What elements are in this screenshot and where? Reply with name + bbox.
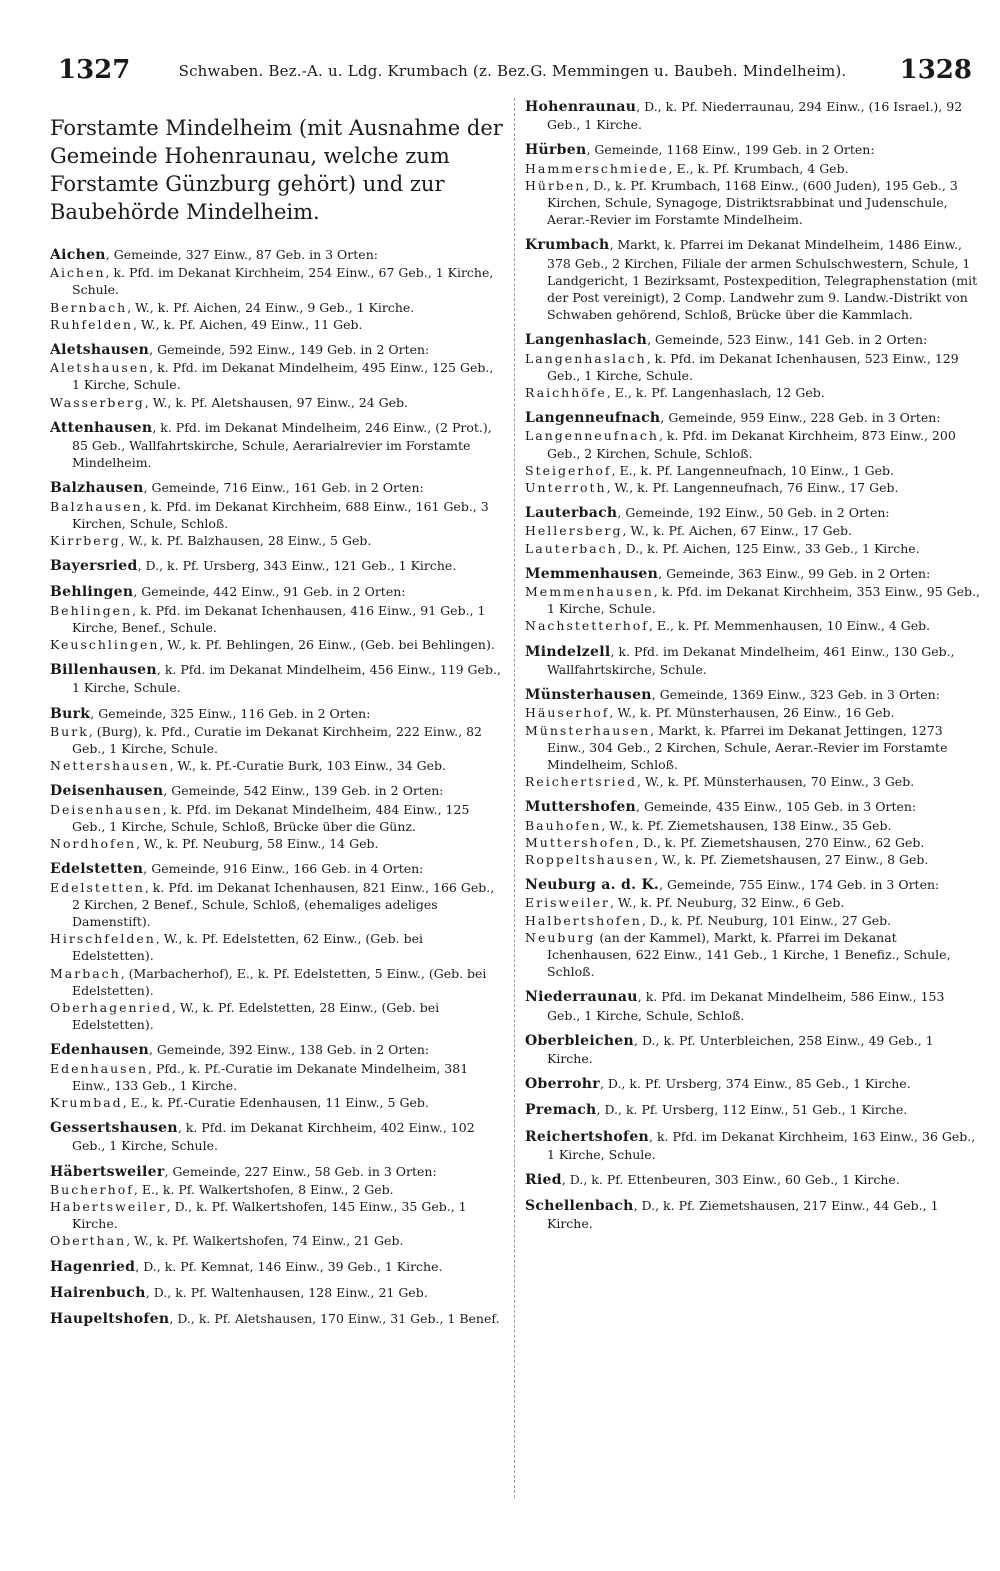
entry-heading-line xyxy=(50,1310,505,1328)
entry-description: , D., k. Pf. Ettenbeuren, 303 Einw., 60 Geb., 1 Kirche. xyxy=(561,1171,900,1187)
sub-entry-line xyxy=(50,1060,505,1094)
gazetteer-entry xyxy=(525,565,980,635)
entry-headword: Bayersried xyxy=(50,558,138,575)
sub-entry-line xyxy=(525,834,980,851)
intro-text: Forstamte Mindelheim (mit Ausnahme der Gemeinde Hohenraunau, welche zum Forstamte Günzburg gehört) und zur Baubehörde Mindelheim. xyxy=(50,116,503,224)
sub-entry-line xyxy=(50,602,505,636)
sub-entry-description: , D., k. Pf. Krumbach, 1168 Einw., (600 Juden), 195 Geb., 3 Kirchen, Schule, Synagoge, Distriktsrabbinat und Judenschule, Aerar.-Revier im Forstamte Mindelheim. xyxy=(547,177,958,228)
sub-entry-description: , E., k. Pf. Langenhaslach, 12 Geb. xyxy=(606,385,825,401)
entry-headword: Balzhausen xyxy=(50,480,144,497)
entry-description: , k. Pfd. im Dekanat Mindelheim, 586 Einw., 153 Geb., 1 Kirche, Schule, Schloß. xyxy=(547,989,945,1023)
sub-entry-name: Roppeltshausen xyxy=(525,851,655,867)
gazetteer-entry xyxy=(50,1041,505,1111)
entry-heading-line xyxy=(525,686,980,704)
sub-entry-name: Memmenhausen xyxy=(525,584,654,600)
sub-entry-description: , k. Pfd. im Dekanat Kirchheim, 873 Einw., 200 Geb., 2 Kirchen, Schule, Schloß. xyxy=(547,428,956,461)
entry-description: , Gemeinde, 325 Einw., 116 Geb. in 2 Orten: xyxy=(90,705,371,721)
entry-heading-line xyxy=(50,557,505,575)
right-column xyxy=(525,98,980,1241)
entry-description: , k. Pfd. im Dekanat Mindelheim, 456 Einw., 119 Geb., 1 Kirche, Schule. xyxy=(72,662,501,696)
page-header xyxy=(0,0,1000,90)
sub-entry-line xyxy=(50,636,505,653)
sub-entry-line xyxy=(50,835,505,852)
sub-entry-name: Langenhaslach xyxy=(525,350,647,366)
entry-heading-line xyxy=(50,1041,505,1059)
sub-entry-line xyxy=(525,704,980,721)
entry-headword: Billenhausen xyxy=(50,662,157,679)
gazetteer-entry xyxy=(50,860,505,1033)
sub-entry-name: Münsterhausen xyxy=(525,722,651,738)
entry-headword: Münsterhausen xyxy=(525,687,652,704)
left-entry-list xyxy=(50,246,505,1328)
entry-description: , k. Pfd. im Dekanat Kirchheim, 163 Einw., 36 Geb., 1 Kirche, Schule. xyxy=(547,1128,976,1162)
sub-entry-line xyxy=(525,479,980,496)
entry-heading-line xyxy=(50,583,505,601)
sub-entry-line xyxy=(525,912,980,929)
gazetteer-entry xyxy=(50,1258,505,1276)
entry-description: , Gemeinde, 1369 Einw., 323 Geb. in 3 Orten: xyxy=(651,687,940,703)
entry-heading-line xyxy=(50,341,505,359)
gazetteer-entry xyxy=(50,1119,505,1154)
entry-heading-line xyxy=(525,331,980,349)
sub-entry-line xyxy=(50,359,505,393)
sub-entry-line xyxy=(525,522,980,539)
entry-headword: Edenhausen xyxy=(50,1042,149,1059)
sub-entry-description: , D., k. Pf. Walkertshofen, 145 Einw., 35 Geb., 1 Kirche. xyxy=(72,1198,467,1232)
entry-heading-line xyxy=(525,1171,980,1189)
gazetteer-entry xyxy=(525,1032,980,1067)
sub-entry-name: Nettershausen xyxy=(50,758,170,774)
sub-entry-name: Edenhausen xyxy=(50,1060,148,1076)
entry-headword: Burk xyxy=(50,705,91,722)
sub-entry-name: Bernbach xyxy=(50,299,128,315)
gazetteer-entry xyxy=(50,782,505,852)
entry-headword: Memmenhausen xyxy=(525,565,659,582)
sub-entry-name: Edelstetten xyxy=(50,879,145,895)
sub-entry-line xyxy=(50,801,505,835)
entry-headword: Ried xyxy=(525,1171,562,1188)
sub-entry-line xyxy=(525,350,980,384)
sub-entry-description: , W., k. Pf. Aichen, 24 Einw., 9 Geb., 1 Kirche. xyxy=(127,299,415,315)
entry-headword: Niederraunau xyxy=(525,989,638,1006)
sub-entry-description: , E., k. Pf. Walkertshofen, 8 Einw., 2 Geb. xyxy=(133,1181,394,1197)
entry-description: , Gemeinde, 959 Einw., 228 Geb. in 3 Orten: xyxy=(660,410,941,426)
sub-entry-line xyxy=(50,757,505,774)
entry-heading-line xyxy=(50,419,505,472)
entry-description: , Gemeinde, 1168 Einw., 199 Geb. in 2 Orten: xyxy=(586,142,875,158)
gazetteer-entry xyxy=(525,643,980,678)
entry-description: , D., k. Pf. Waltenhausen, 128 Einw., 21 Geb. xyxy=(145,1284,428,1300)
entry-description: , Gemeinde, 716 Einw., 161 Geb. in 2 Orten: xyxy=(143,480,424,496)
running-title: Schwaben. Bez.-A. u. Ldg. Krumbach (z. Bez.G. Memmingen u. Baubeh. Mindelheim). xyxy=(178,62,847,80)
gazetteer-entry xyxy=(50,341,505,411)
entry-headword: Oberrohr xyxy=(525,1076,600,1093)
gazetteer-entry xyxy=(525,876,980,980)
entry-description: , Gemeinde, 392 Einw., 138 Geb. in 2 Orten: xyxy=(148,1042,430,1058)
sub-entry-description: , Markt, k. Pfarrei im Dekanat Jettingen, 1273 Einw., 304 Geb., 2 Kirchen, Schule, Aerar.-Revier im Forstamte Mindelheim, Schloß. xyxy=(547,722,948,772)
sub-entry-line xyxy=(50,999,505,1033)
sub-entry-line xyxy=(50,1232,505,1249)
entry-heading-line xyxy=(525,1075,980,1093)
sub-entry-line xyxy=(50,498,505,532)
entry-headword: Reichertshofen xyxy=(525,1128,650,1145)
gazetteer-entry xyxy=(525,236,980,323)
gazetteer-entry xyxy=(50,1284,505,1302)
sub-entry-name: Oberhagenried xyxy=(50,999,172,1015)
sub-entry-name: Hammerschmiede xyxy=(525,160,669,176)
column-divider xyxy=(514,98,515,1498)
entry-heading-line xyxy=(525,504,980,522)
sub-entry-description: , W., k. Pf. Neuburg, 32 Einw., 6 Geb. xyxy=(609,895,845,911)
sub-entry-name: Nachstetterhof xyxy=(525,618,649,634)
sub-entry-name: Steigerhof xyxy=(525,462,612,478)
sub-entry-name: Ruhfelden xyxy=(50,316,133,332)
entry-description: , Gemeinde, 523 Einw., 141 Geb. in 2 Orten: xyxy=(647,332,928,348)
sub-entry-line xyxy=(525,427,980,461)
gazetteer-entry xyxy=(525,98,980,133)
entry-heading-line xyxy=(50,1163,505,1181)
entry-headword: Oberbleichen xyxy=(525,1032,634,1049)
entry-headword: Langenhaslach xyxy=(525,332,648,349)
entry-description: , D., k. Pf. Ziemetshausen, 217 Einw., 44 Geb., 1 Kirche. xyxy=(547,1198,939,1232)
entry-headword: Krumbach xyxy=(525,237,610,254)
sub-entry-description: , W., k. Pf. Edelstetten, 62 Einw., (Geb. bei Edelstetten). xyxy=(72,931,423,964)
entry-heading-line xyxy=(525,1101,980,1119)
entry-headword: Aichen xyxy=(50,247,106,263)
entry-description: , Gemeinde, 442 Einw., 91 Geb. in 2 Orten: xyxy=(133,584,406,600)
sub-entry-name: Hirschfelden xyxy=(50,931,156,947)
gazetteer-entry xyxy=(525,141,980,228)
sub-entry-name: Deisenhausen xyxy=(50,801,163,817)
gazetteer-entry xyxy=(525,1128,980,1163)
sub-entry-description: , W., k. Pf.-Curatie Burk, 103 Einw., 34 Geb. xyxy=(169,758,446,774)
entry-headword: Häbertsweiler xyxy=(50,1163,165,1180)
sub-entry-description: , W., k. Pf. Münsterhausen, 26 Einw., 16 Geb. xyxy=(609,705,895,721)
gazetteer-entry xyxy=(50,557,505,575)
entry-description: , k. Pfd. im Dekanat Kirchheim, 402 Einw., 102 Geb., 1 Kirche, Schule. xyxy=(72,1120,475,1154)
gazetteer-entry xyxy=(525,504,980,557)
sub-entry-description: , E., k. Pf. Memmenhausen, 10 Einw., 4 Geb. xyxy=(648,618,931,634)
sub-entry-description: , W., k. Pf. Langenneufnach, 76 Einw., 17 Geb. xyxy=(606,480,899,496)
sub-entry-description: , k. Pfd. im Dekanat Ichenhausen, 821 Einw., 166 Geb., 2 Kirchen, 2 Benef., Schule, Schloß, (ehemaliges adeliges Damenstift). xyxy=(72,879,495,929)
gazetteer-entry xyxy=(525,1101,980,1119)
sub-entry-name: Aletshausen xyxy=(50,360,150,376)
sub-entry-name: Wasserberg xyxy=(50,394,145,410)
entry-heading-line xyxy=(50,860,505,878)
sub-entry-name: Bucherhof xyxy=(50,1181,134,1197)
entry-headword: Hürben xyxy=(525,142,587,159)
entry-headword: Hagenried xyxy=(50,1258,136,1275)
sub-entry-line xyxy=(525,722,980,774)
entry-heading-line xyxy=(525,798,980,816)
entry-description: , D., k. Pf. Ursberg, 374 Einw., 85 Geb., 1 Kirche. xyxy=(599,1076,911,1092)
entry-description: , Gemeinde, 192 Einw., 50 Geb. in 2 Orten: xyxy=(617,505,890,521)
entry-headword: Langenneufnach xyxy=(525,410,661,427)
gazetteer-entry xyxy=(50,705,505,775)
sub-entry-description: , D., k. Pf. Ziemetshausen, 270 Einw., 62 Geb. xyxy=(635,834,925,850)
sub-entry-description: , W., k. Pf. Behlingen, 26 Einw., (Geb. bei Behlingen). xyxy=(159,637,495,653)
entry-description: , Gemeinde, 542 Einw., 139 Geb. in 2 Orten: xyxy=(163,783,444,799)
sub-entry-name: Balzhausen xyxy=(50,498,143,514)
entry-description: , Gemeinde, 363 Einw., 99 Geb. in 2 Orten: xyxy=(658,565,931,581)
gazetteer-entry xyxy=(50,583,505,653)
gazetteer-entry xyxy=(50,1310,505,1328)
sub-entry-description: , W., k. Pf. Ziemetshausen, 27 Einw., 8 Geb. xyxy=(654,851,929,867)
sub-entry-description: , W., k. Pf. Aichen, 67 Einw., 17 Geb. xyxy=(622,523,852,539)
entry-heading-line xyxy=(50,1258,505,1276)
sub-entry-line xyxy=(50,299,505,316)
entry-heading-line xyxy=(525,876,980,894)
right-entry-list xyxy=(525,98,980,1233)
gazetteer-entry xyxy=(525,686,980,790)
gazetteer-entry xyxy=(525,1197,980,1232)
sub-entry-line xyxy=(50,1198,505,1232)
entry-description: , D., k. Pf. Niederraunau, 294 Einw., (16 Israel.), 92 Geb., 1 Kirche. xyxy=(547,99,963,133)
sub-entry-line xyxy=(525,817,980,834)
entry-headword: Aletshausen xyxy=(50,342,150,359)
sub-entry-name: Aichen xyxy=(50,265,106,281)
sub-entry-line xyxy=(525,384,980,401)
sub-entry-name: Hellersberg xyxy=(525,523,623,539)
sub-entry-name: Häuserhof xyxy=(525,705,610,721)
sub-entry-description: , (Marbacherhof), E., k. Pf. Edelstetten, 5 Einw., (Geb. bei Edelstetten). xyxy=(72,965,487,998)
sub-entry-line xyxy=(50,723,505,757)
sub-entry-line xyxy=(525,617,980,634)
sub-entry-line xyxy=(525,929,980,981)
entry-description: , Gemeinde, 916 Einw., 166 Geb. in 4 Orten: xyxy=(143,861,424,877)
entry-description: , Markt, k. Pfarrei im Dekanat Mindelheim, 1486 Einw., 378 Geb., 2 Kirchen, Filiale der armen Schulschwestern, Schule, 1 Landgericht, 1 Bezirksamt, Postexpedition, Telegraphenstation (mit der Post vereinigt), 2 Comp. Landwehr zum 9. Landw.-Distrikt von Schwaben gehörend, Schloß, Brücke über die Kammlach. xyxy=(547,237,978,323)
entry-description: , D., k. Pf. Unterbleichen, 258 Einw., 49 Geb., 1 Kirche. xyxy=(547,1032,934,1066)
sub-entry-description: , E., k. Pf.-Curatie Edenhausen, 11 Einw., 5 Geb. xyxy=(122,1094,429,1110)
entry-headword: Attenhausen xyxy=(50,419,153,436)
entry-heading-line xyxy=(525,565,980,583)
sub-entry-line xyxy=(50,394,505,411)
entry-headword: Mindelzell xyxy=(525,643,611,660)
sub-entry-description: , (Burg), k. Pfd., Curatie im Dekanat Kirchheim, 222 Einw., 82 Geb., 1 Kirche, Schule. xyxy=(72,723,482,757)
sub-entry-name: Neuburg xyxy=(525,929,596,945)
entry-headword: Gessertshausen xyxy=(50,1120,178,1137)
entry-heading-line xyxy=(525,409,980,427)
gazetteer-entry xyxy=(525,331,980,401)
sub-entry-description: , D., k. Pf. Neuburg, 101 Einw., 27 Geb. xyxy=(641,912,892,928)
entry-description: , k. Pfd. im Dekanat Mindelheim, 246 Einw., (2 Prot.), 85 Geb., Wallfahrtskirche, Schule, Aerarialrevier im Forstamte Mindelheim. xyxy=(72,419,492,471)
sub-entry-name: Habertsweiler xyxy=(50,1198,167,1214)
sub-entry-name: Raichhöfe xyxy=(525,385,607,401)
sub-entry-description: , k. Pfd. im Dekanat Kirchheim, 688 Einw., 161 Geb., 3 Kirchen, Schule, Schloß. xyxy=(72,498,489,531)
entry-heading-line xyxy=(525,643,980,678)
entry-headword: Neuburg a. d. K. xyxy=(525,877,660,894)
entry-headword: Lauterbach xyxy=(525,505,618,522)
left-column xyxy=(50,98,505,1336)
entry-headword: Edelstetten xyxy=(50,861,144,878)
sub-entry-line xyxy=(50,879,505,931)
sub-entry-name: Burk xyxy=(50,723,89,739)
sub-entry-name: Halbertshofen xyxy=(525,912,642,928)
entry-heading-line xyxy=(525,236,980,323)
entry-heading-line xyxy=(50,1119,505,1154)
entry-headword: Hairenbuch xyxy=(50,1284,146,1301)
entry-description: , k. Pfd. im Dekanat Mindelheim, 461 Einw., 130 Geb., Wallfahrtskirche, Schule. xyxy=(547,643,955,677)
entry-heading-line xyxy=(50,782,505,800)
entry-heading-line xyxy=(525,98,980,133)
gazetteer-entry xyxy=(50,419,505,472)
sub-entry-description: , W., k. Pf. Aletshausen, 97 Einw., 24 Geb. xyxy=(144,394,409,410)
sub-entry-line xyxy=(525,583,980,617)
entry-headword: Haupeltshofen xyxy=(50,1310,170,1327)
entry-headword: Muttershofen xyxy=(525,799,636,816)
sub-entry-description: , E., k. Pf. Krumbach, 4 Geb. xyxy=(668,160,849,176)
sub-entry-name: Bauhofen xyxy=(525,817,602,833)
sub-entry-name: Behlingen xyxy=(50,602,133,618)
sub-entry-line xyxy=(525,177,980,229)
sub-entry-name: Keuschlingen xyxy=(50,637,160,653)
sub-entry-name: Oberthan xyxy=(50,1233,127,1249)
gazetteer-entry xyxy=(50,661,505,696)
entry-heading-line xyxy=(50,479,505,497)
entry-headword: Deisenhausen xyxy=(50,783,164,800)
sub-entry-line xyxy=(50,1181,505,1198)
entry-description: , D., k. Pf. Ursberg, 343 Einw., 121 Geb., 1 Kirche. xyxy=(137,558,457,574)
sub-entry-description: , Pfd., k. Pf.-Curatie im Dekanate Mindelheim, 381 Einw., 133 Geb., 1 Kirche. xyxy=(72,1060,469,1093)
sub-entry-line xyxy=(525,462,980,479)
sub-entry-name: Lauterbach xyxy=(525,540,618,556)
sub-entry-name: Kirrberg xyxy=(50,533,121,549)
entry-headword: Schellenbach xyxy=(525,1198,634,1215)
entry-headword: Premach xyxy=(525,1102,597,1119)
entry-description: , Gemeinde, 435 Einw., 105 Geb. in 3 Orten: xyxy=(636,799,917,815)
sub-entry-name: Reichertsried xyxy=(525,774,638,790)
sub-entry-line xyxy=(525,773,980,790)
sub-entry-description: (an der Kammel), Markt, k. Pfarrei im Dekanat Ichenhausen, 622 Einw., 141 Geb., 1 Kirche, 1 Benefiz., Schule, Schloß. xyxy=(547,929,951,980)
sub-entry-name: Langenneufnach xyxy=(525,428,659,444)
sub-entry-description: , W., k. Pf. Balzhausen, 28 Einw., 5 Geb. xyxy=(120,533,372,549)
entry-heading-line xyxy=(525,1128,980,1163)
sub-entry-line xyxy=(525,851,980,868)
gazetteer-entry xyxy=(525,798,980,868)
sub-entry-description: , W., k. Pf. Neuburg, 58 Einw., 14 Geb. xyxy=(136,836,379,852)
entry-description: , Gemeinde, 755 Einw., 174 Geb. in 3 Orten: xyxy=(659,877,940,893)
sub-entry-line xyxy=(50,264,505,298)
sub-entry-name: Unterroth xyxy=(525,480,607,496)
entry-heading-line xyxy=(525,141,980,159)
entry-headword: Behlingen xyxy=(50,584,134,601)
sub-entry-description: , W., k. Pf. Münsterhausen, 70 Einw., 3 Geb. xyxy=(637,774,915,790)
gazetteer-entry xyxy=(525,409,980,496)
gazetteer-entry xyxy=(525,1075,980,1093)
sub-entry-line xyxy=(50,965,505,999)
sub-entry-name: Nordhofen xyxy=(50,836,137,852)
sub-entry-description: , k. Pfd. im Dekanat Kirchheim, 353 Einw., 95 Geb., 1 Kirche, Schule. xyxy=(547,584,980,617)
sub-entry-line xyxy=(50,930,505,964)
entry-heading-line xyxy=(50,246,505,264)
sub-entry-description: , k. Pfd. im Dekanat Ichenhausen, 523 Einw., 129 Geb., 1 Kirche, Schule. xyxy=(547,350,959,383)
entry-heading-line xyxy=(525,1032,980,1067)
entry-headword: Hohenraunau xyxy=(525,99,637,115)
entry-heading-line xyxy=(50,661,505,696)
gazetteer-entry xyxy=(525,988,980,1023)
entry-heading-line xyxy=(525,988,980,1023)
sub-entry-name: Erisweiler xyxy=(525,895,610,911)
sub-entry-line xyxy=(50,532,505,549)
sub-entry-line xyxy=(525,894,980,911)
sub-entry-name: Krumbad xyxy=(50,1094,123,1110)
sub-entry-name: Muttershofen xyxy=(525,834,636,850)
entry-heading-line xyxy=(525,1197,980,1232)
sub-entry-description: , W., k. Pf. Edelstetten, 28 Einw., (Geb. bei Edelstetten). xyxy=(72,999,440,1033)
gazetteer-entry xyxy=(525,1171,980,1189)
sub-entry-description: , E., k. Pf. Langenneufnach, 10 Einw., 1 Geb. xyxy=(611,462,894,478)
sub-entry-description: , k. Pfd. im Dekanat Kirchheim, 254 Einw., 67 Geb., 1 Kirche, Schule. xyxy=(72,265,494,298)
sub-entry-name: Marbach xyxy=(50,965,121,981)
sub-entry-name: Hürben xyxy=(525,177,586,193)
gazetteer-entry xyxy=(50,479,505,549)
page-number-left: 1327 xyxy=(58,55,131,85)
sub-entry-line xyxy=(525,160,980,177)
entry-description: , Gemeinde, 592 Einw., 149 Geb. in 2 Orten: xyxy=(149,342,430,358)
sub-entry-line xyxy=(50,316,505,333)
sub-entry-description: , k. Pfd. im Dekanat Ichenhausen, 416 Einw., 91 Geb., 1 Kirche, Benef., Schule. xyxy=(72,602,486,635)
entry-description: , Gemeinde, 227 Einw., 58 Geb. in 3 Orten: xyxy=(164,1163,437,1179)
sub-entry-description: , k. Pfd. im Dekanat Mindelheim, 495 Einw., 125 Geb., 1 Kirche, Schule. xyxy=(72,360,494,393)
sub-entry-line xyxy=(525,540,980,557)
sub-entry-description: , k. Pfd. im Dekanat Mindelheim, 484 Einw., 125 Geb., 1 Kirche, Schule, Schloß, Brücke über die Günz. xyxy=(72,801,470,834)
sub-entry-line xyxy=(50,1094,505,1111)
sub-entry-description: , W., k. Pf. Aichen, 49 Einw., 11 Geb. xyxy=(132,316,363,332)
sub-entry-description: , D., k. Pf. Aichen, 125 Einw., 33 Geb., 1 Kirche. xyxy=(617,540,920,556)
entry-description: , D., k. Pf. Aletshausen, 170 Einw., 31 Geb., 1 Benef. xyxy=(169,1310,500,1326)
gazetteer-entry xyxy=(50,246,505,333)
gazetteer-entry xyxy=(50,1163,505,1250)
entry-heading-line xyxy=(50,705,505,723)
page-number-right: 1328 xyxy=(899,55,972,85)
sub-entry-description: , W., k. Pf. Walkertshofen, 74 Einw., 21 Geb. xyxy=(126,1233,404,1249)
entry-heading-line xyxy=(50,1284,505,1302)
entry-description: , D., k. Pf. Kemnat, 146 Einw., 39 Geb., 1 Kirche. xyxy=(135,1258,443,1274)
entry-description: , Gemeinde, 327 Einw., 87 Geb. in 3 Orten: xyxy=(105,247,378,262)
entry-description: , D., k. Pf. Ursberg, 112 Einw., 51 Geb., 1 Kirche. xyxy=(596,1102,908,1118)
sub-entry-description: , W., k. Pf. Ziemetshausen, 138 Einw., 35 Geb. xyxy=(601,817,892,833)
